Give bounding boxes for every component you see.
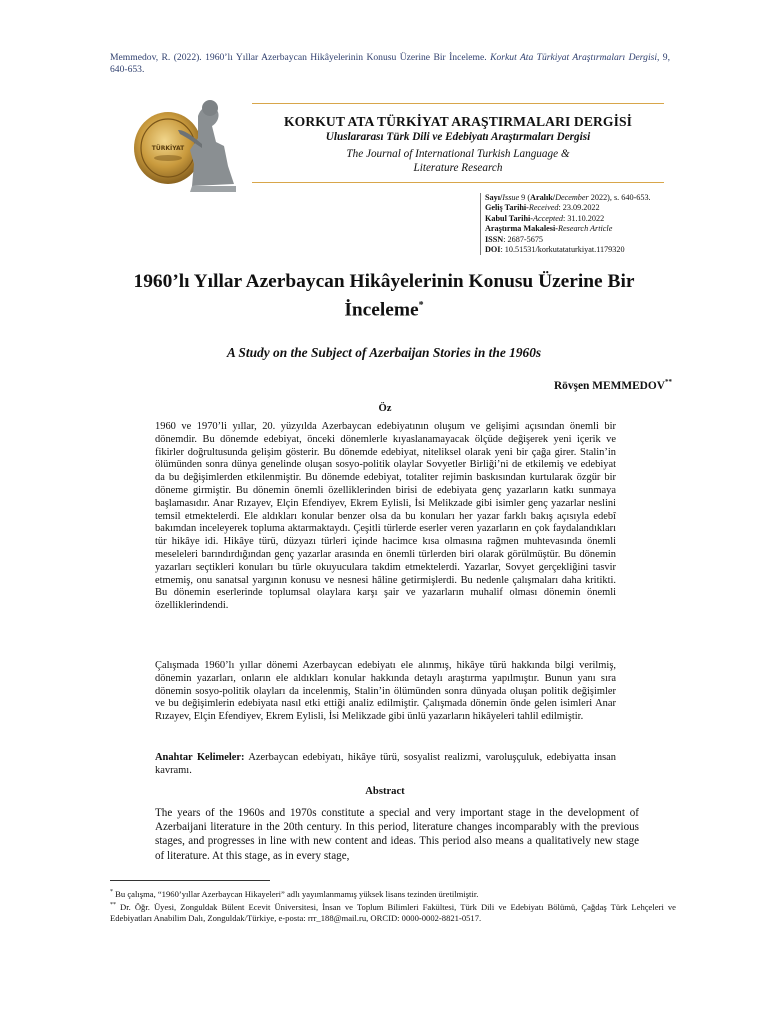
footnote-1-mark: * xyxy=(110,889,113,895)
oz-heading: Öz xyxy=(378,403,392,414)
citation xyxy=(110,52,670,76)
oz-paragraph-1: 1960 ve 1970’li yıllar, 20. yüzyılda Azerbaycan edebiyatının oluşum ve gelişimi açısından önemli bir dönemdir. Bu dönemde edebiyat, önceki dönemlerle kıyaslanamayacak ölçüde değişerek yeni içerik ve fikirler doğrultusunda gelişim gösterir. Bu dönemde edebiyat, niteliksel olarak yeni bir çağa girer. Stalin’in ölümünden sonra dünya genelinde oluşan sosyo-politik olaylar Sovyetler Birliği’ni de etkilemiş ve edebiyat da bu değişimlerden etkilenmiştir. Bu dönemde edebiyat, totaliter rejimin baskısından kurtularak özgür bir döneme girmiştir. Bu dönemin önemli özelliklerinden birisi de edebiyata genç yazarların katkı sunmaya başlamasıdır. Anar Rızayev, Elçin Efendiyev, Ekrem Eylisli, İsi Melikzade gibi isimler genç yazarlar neslini temsil etmektelerdi. Ele aldıkları konular benzer olsa da bu konuları her yazar farklı bakış açısıyla edebî bakımdan inceleyerek topluma aktarmaktaydı. Çeşitli türlerde eserler veren yazarların en çok faydalandıkları tür hikâye idi. Hikâye türü, düzyazı türleri içinde hacimce kısa olmasına rağmen muhtevasında önemli meseleleri barındırdığından genç yazarlar arasında en önemli türlerden biri olarak görülmüştür. Bu dönemin yazarları seçtikleri konuları bu türle okuyuculara takdim etmektelerdi. Yazarlar, Sovyet gerçekliğini tasvir etmemiş, onu sanatsal yargının konusu ve nesnesi hâline getirmişlerdi. Bu nedenle çalışmaları daha kritikti. Bu dönemin eserlerinde toplumsal olaylara karşı şair ve yazarların muhalif olması dönemin önemli özelliklerindendi. xyxy=(155,421,616,612)
received-label: Geliş Tarihi- xyxy=(485,203,529,213)
footnote-1-text: Bu çalışma, “1960’yıllar Azerbaycan Hikayeleri” adlı yayımlanmamış yüksek lisans tezinden üretilmiştir. xyxy=(113,888,479,899)
accepted-line xyxy=(485,214,685,224)
author-footnote-mark[interactable]: ** xyxy=(665,378,672,386)
accepted-label-en: Accepted xyxy=(533,213,564,223)
keywords xyxy=(155,752,616,778)
keywords-text: Azerbaycan edebiyatı, hikâye türü, sosyalist realizmi, varoluşçuluk, edebiyatta insan kavramı. xyxy=(155,752,616,776)
issue-label-en: Issue xyxy=(502,193,520,202)
citation-rest: , 9, 640-653. xyxy=(110,52,671,75)
doi-value[interactable]: : 10.51531/korkutataturkiyat.1179320 xyxy=(500,245,625,255)
abstract-heading: Abstract xyxy=(365,786,405,797)
article-type-label: Araştırma Makalesi- xyxy=(485,224,558,234)
received-label-en: Received xyxy=(528,203,559,213)
footnote-2-text: Dr. Öğr. Üyesi, Zonguldak Bülent Ecevit Üniversitesi, İnsan ve Toplum Bilimleri Fakültesi, Türk Dili ve Edebiyatı Bölümü, Çağdaş Türk Lehçeleri ve Edebiyatları Anabilim Dalı, Zonguldak/Türkiye, e-posta: rrr_188@mail.ru, ORCID: 0000-0002-8821-0517. xyxy=(110,901,676,924)
footnote-1 xyxy=(110,887,676,900)
doi-line xyxy=(485,245,685,255)
issue-line xyxy=(485,193,685,203)
header-rule-top xyxy=(252,103,664,104)
received-line xyxy=(485,203,685,213)
citation-journal: Korkut Ata Türkiyat Araştırmaları Dergisi xyxy=(490,52,658,63)
footnote-rule xyxy=(110,880,270,881)
journal-english-line-2: Literature Research xyxy=(413,162,503,174)
journal-subtitle: Uluslararası Türk Dili ve Edebiyatı Araştırmaları Dergisi xyxy=(325,131,591,143)
issue-label: Sayı/ xyxy=(485,193,503,202)
issue-month-en: December xyxy=(555,193,589,202)
author-name xyxy=(400,378,672,392)
issue-number: 9 ( xyxy=(519,193,531,202)
article-type-line xyxy=(485,224,685,234)
article-title-english: A Study on the Subject of Azerbaijan Stories in the 1960s xyxy=(226,345,542,360)
received-date: : 23.09.2022 xyxy=(558,203,600,213)
article-metadata xyxy=(480,193,685,255)
journal-english-title xyxy=(252,147,664,175)
logo-text: TÜRKİYAT xyxy=(151,145,185,152)
article-title xyxy=(96,270,672,322)
journal-english-line-1: The Journal of International Turkish Language & xyxy=(346,148,570,160)
header-rule-bottom xyxy=(252,182,664,183)
oz-paragraph-2: Çalışmada 1960’lı yıllar dönemi Azerbaycan edebiyatı ele alınmış, hikâye türü hakkında bilgi verilmiş, dönemin yazarları, onların ele aldıkları konular hakkında detaylı araştırma yapılmıştır. Bunun yanı sıra dönemin sosyo-politik olayları da incelenmiş, Stalin’in ölümünden sonra dünyada oluşan politik değişimler ve bu değişimlerin edebiyata nasıl etki ettiği analiz edilmiştir. Çalışmada dönemin önde gelen isimleri Anar Rızayev, Elçin Efendiyev, Ekrem Eylisli, İsi Melikzade gibi ünlü yazarların hikâyeleri tahlil edilmiştir. xyxy=(155,660,616,723)
author-name-text: Rövşen MEMMEDOV xyxy=(553,379,665,392)
abstract-paragraph-1: The years of the 1960s and 1970s constitute a special and very important stage in the development of Azerbaijani literature in the 20th century. In this period, literature changes incomparably with the previous stages, and progresses in line with new content and ideas. This period also means a qualitatively new stage of literature. At this stage, as in every stage, xyxy=(155,807,639,862)
accepted-date: : 31.10.2022 xyxy=(563,213,605,223)
citation-text: Memmedov, R. (2022). 1960’lı Yıllar Azerbaycan Hikâyelerinin Konusu Üzerine Bir İnceleme. xyxy=(110,52,487,63)
issn-line xyxy=(485,235,685,245)
issue-pages: 2022), s. 640-653. xyxy=(588,193,651,202)
title-footnote-mark[interactable]: * xyxy=(418,300,424,311)
article-type-label-en: Research Article xyxy=(558,224,613,234)
journal-title: KORKUT ATA TÜRKİYAT ARAŞTIRMALARI DERGİSİ xyxy=(283,114,633,129)
journal-seal-logo-icon xyxy=(132,86,240,192)
doi-label: DOI xyxy=(485,245,501,255)
article-title-text: 1960’lı Yıllar Azerbaycan Hikâyelerinin Konusu Üzerine Bir İnceleme xyxy=(133,271,635,321)
issue-month: Aralık/ xyxy=(530,193,556,202)
keywords-label: Anahtar Kelimeler: xyxy=(155,752,245,763)
issn-value: : 2687-5675 xyxy=(503,234,544,244)
issn-label: ISSN xyxy=(485,234,504,244)
footnote-2 xyxy=(110,900,676,925)
accepted-label: Kabul Tarihi- xyxy=(485,213,534,223)
footnote-2-mark: ** xyxy=(110,902,116,908)
